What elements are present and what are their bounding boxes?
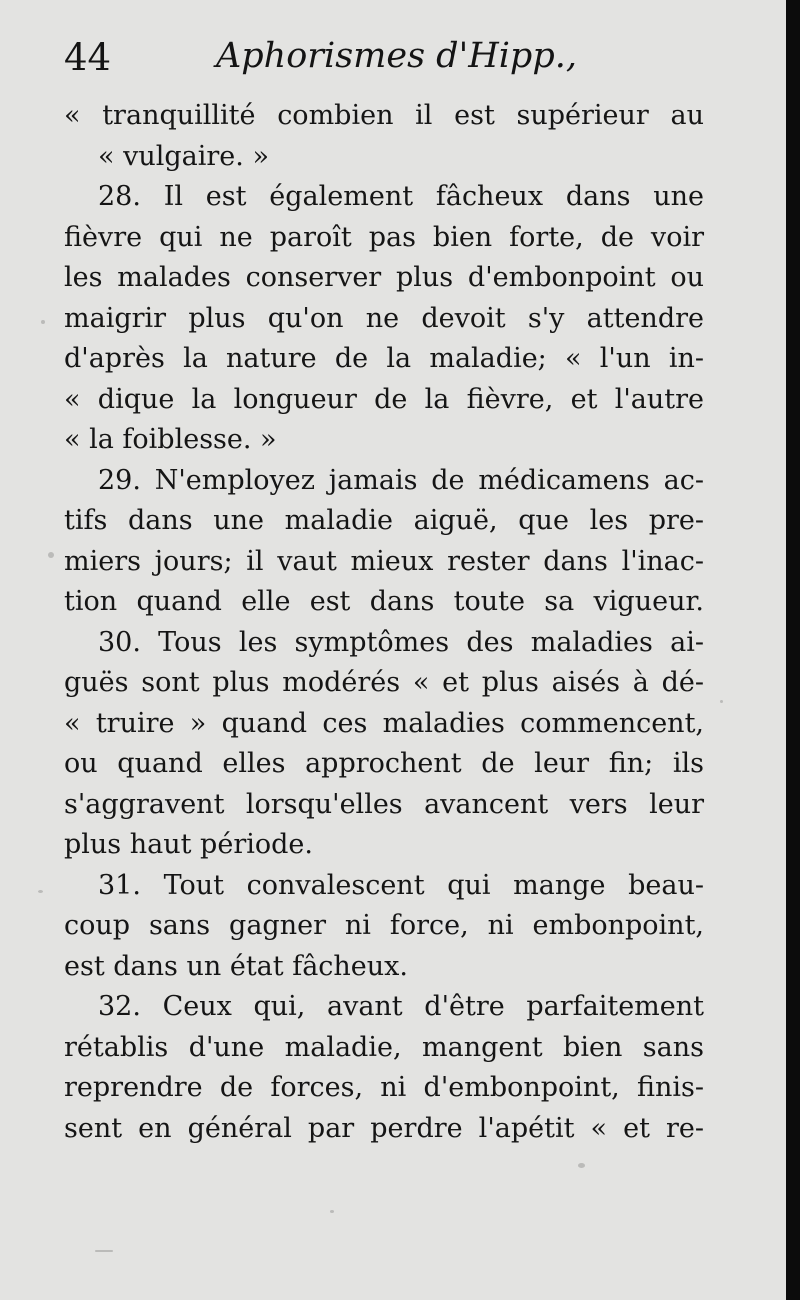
paper-speck xyxy=(48,552,54,558)
text-line: « vulgaire. » xyxy=(98,140,269,172)
paper-speck xyxy=(720,700,723,703)
page-header xyxy=(64,36,704,96)
text-line: coup sans gagner ni force, ni embonpoint, xyxy=(64,910,704,941)
aphorism-30-start: 30. Tous les symptômes des maladies ai- xyxy=(98,626,704,658)
text-line: fièvre qui ne paroît pas bien forte, de voir xyxy=(64,221,704,253)
text-line: tifs dans une maladie aiguë, que les pre- xyxy=(64,505,704,536)
text-line: reprendre de forces, ni d'embonpoint, finis- xyxy=(64,1072,704,1103)
text-line: tion quand elle est dans toute sa vigueur. xyxy=(64,586,704,617)
text-line: « truire » quand ces maladies commencent, xyxy=(64,707,704,739)
text-line: les malades conserver plus d'embonpoint ou xyxy=(64,262,704,293)
text-line: est dans un état fâcheux. xyxy=(64,950,408,982)
aphorism-28-start: 28. Il est également fâcheux dans une xyxy=(98,181,704,212)
paper-speck xyxy=(38,890,43,893)
text-line: guës sont plus modérés « et plus aisés à dé- xyxy=(64,667,704,698)
page-number: 44 xyxy=(64,36,112,79)
paper-speck xyxy=(330,1210,334,1213)
text-line: ou quand elles approchent de leur fin; ils xyxy=(64,748,704,779)
aphorism-29-start: 29. N'employez jamais de médicamens ac- xyxy=(98,464,704,496)
text-line: miers jours; il vaut mieux rester dans l'inac- xyxy=(64,545,704,577)
text-line: « tranquillité combien il est supérieur au xyxy=(64,100,704,131)
text-line: « la foiblesse. » xyxy=(64,424,277,455)
scan-edge xyxy=(786,0,800,1300)
text-line: sent en général par perdre l'apétit « et re- xyxy=(64,1112,704,1144)
text-line: s'aggravent lorsqu'elles avancent vers leur xyxy=(64,788,704,820)
aphorism-32-start: 32. Ceux qui, avant d'être parfaitement xyxy=(98,991,704,1022)
aphorism-31-start: 31. Tout convalescent qui mange beau- xyxy=(98,869,704,901)
text-line: « dique la longueur de la fièvre, et l'autre xyxy=(64,383,704,415)
text-line: d'après la nature de la maladie; « l'un in- xyxy=(64,343,704,374)
text-line: plus haut période. xyxy=(64,829,313,860)
running-title: Aphorismes d'Hipp., xyxy=(216,36,577,76)
body-text xyxy=(64,96,704,1149)
paper-speck xyxy=(41,320,45,324)
paper-speck xyxy=(578,1163,585,1168)
text-line: maigrir plus qu'on ne devoit s'y attendre xyxy=(64,302,704,334)
text-line: rétablis d'une maladie, mangent bien sans xyxy=(64,1031,704,1063)
paper-speck xyxy=(95,1250,113,1252)
